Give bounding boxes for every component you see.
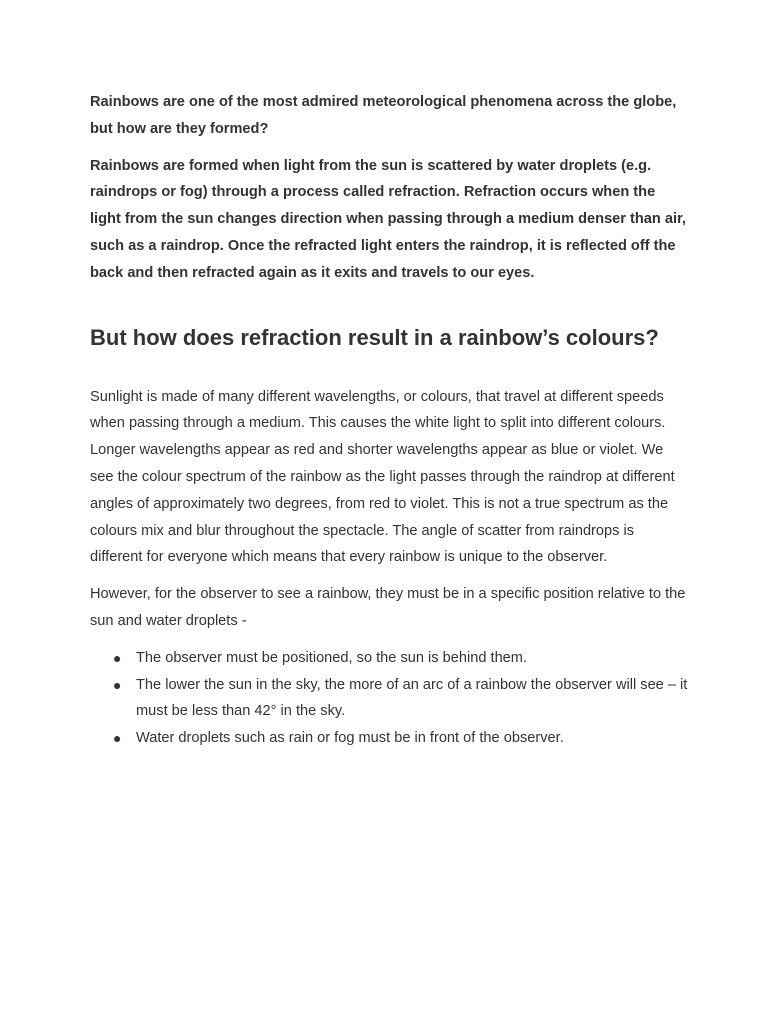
- bullet-icon: ●: [113, 649, 122, 666]
- list-item: [90, 725, 690, 752]
- list-item-text: The observer must be positioned, so the sun is behind them.: [136, 649, 528, 666]
- intro-answer: Rainbows are formed when light from the sun is scattered by water droplets (e.g. raindrops or fog) through a process called refraction. Refraction occurs when the light from the sun changes direction when passing through a medium denser than air, such as a raindrop. Once the refracted light enters the raindrop, it is reflected off the back and then refracted again as it exits and travels to our eyes.: [90, 157, 686, 281]
- list-item-text: Water droplets such as rain or fog must be in front of the observer.: [136, 730, 564, 747]
- list-item: [90, 672, 690, 726]
- body-paragraph-1: Sunlight is made of many different wavelengths, or colours, that travel at different speeds when passing through a medium. This causes the white light to split into different colours. Longer wavelengths appear as red and shorter wavelengths appear as blue or violet. We see the colour spectrum of the rainbow as the light passes through the raindrop at different angles of approximately two degrees, from red to violet. This is not a true spectrum as the colours mix and blur throughout the spectacle. The angle of scatter from raindrops is different for everyone which means that every rainbow is unique to the observer.: [90, 388, 675, 566]
- intro-question: Rainbows are one of the most admired meteorological phenomena across the globe, but how are they formed?: [90, 94, 677, 137]
- section-heading: But how does refraction result in a rainbow’s colours?: [90, 324, 659, 350]
- bullet-list: [90, 645, 690, 752]
- list-item-text: The lower the sun in the sky, the more of an arc of a rainbow the observer will see – it must be less than 42° in the sky.: [136, 676, 688, 720]
- bullet-icon: ●: [113, 676, 122, 693]
- body-paragraph-2: However, for the observer to see a rainbow, they must be in a specific position relative to the sun and water droplets -: [90, 586, 686, 629]
- list-item: [90, 645, 690, 672]
- bullet-icon: ●: [113, 730, 122, 747]
- document-page: [90, 89, 690, 752]
